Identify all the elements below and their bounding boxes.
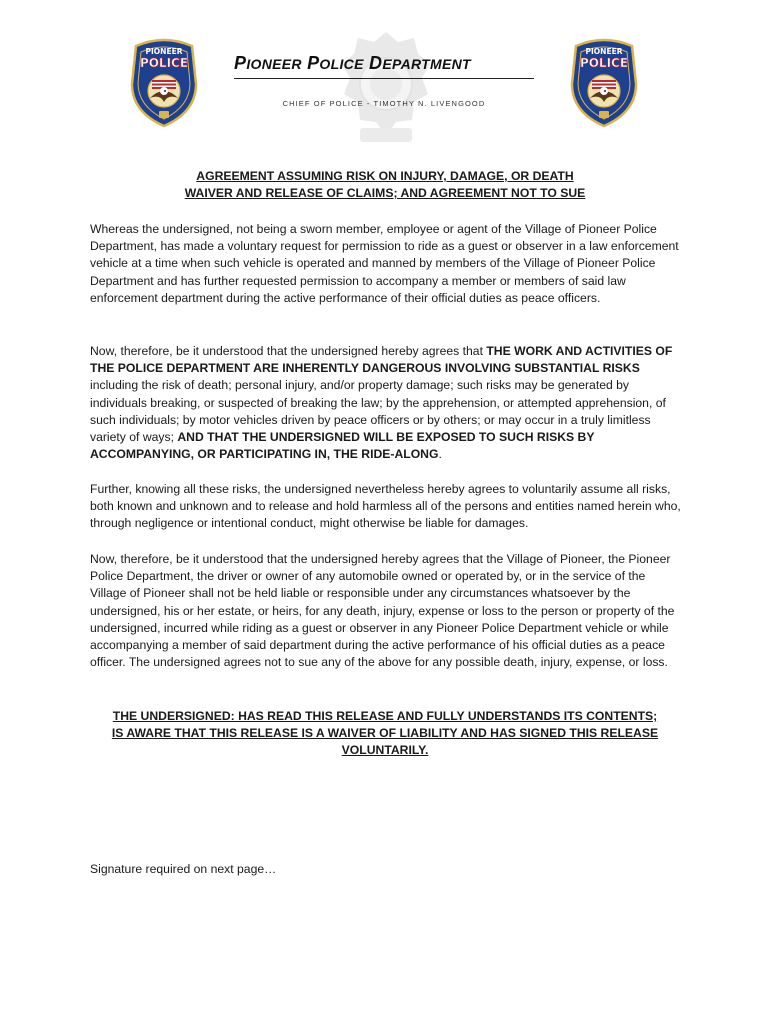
paragraph-risk-acknowledgement: [90, 343, 682, 463]
department-title: PIONEER POLICE DEPARTMENT: [234, 53, 471, 73]
acknowledgement-statement: THE UNDERSIGNED: HAS READ THIS RELEASE AND FULLY UNDERSTANDS ITS CONTENTS; IS AWARE THAT THIS RELEASE IS A WAIVER OF LIABILITY AND HAS SIGNED THIS RELEASE VOLUNTARILY.: [111, 709, 659, 758]
p2-bold-b: AND THAT THE UNDERSIGNED WILL BE EXPOSED TO SUCH RISKS BY ACCOMPANYING, OR PARTICIPATING IN, THE RIDE-ALONG: [90, 430, 595, 462]
letterhead: [0, 28, 770, 158]
p2-text-a: Now, therefore, be it understood that the undersigned hereby agrees that: [90, 344, 487, 358]
svg-text:POLICE: POLICE: [139, 56, 189, 70]
p2-text-b: including the risk of death; personal injury, and/or property damage; such risks may be generated by individuals breaking, or suspected of breaking the law; by the apprehension, or attempted apprehension, of such individuals; by motor vehicles driven by peace officers or by others; or may occur in a truly limitless variety of ways;: [90, 378, 666, 445]
svg-text:PIONEER: PIONEER: [585, 47, 623, 56]
svg-text:POLICE: POLICE: [579, 56, 629, 70]
paragraph-whereas: Whereas the undersigned, not being a sworn member, employee or agent of the Village of Pioneer Police Department, has made a voluntary request for permission to ride as a guest or observer in a law enforcement vehicle at a time when such vehicle is operated and manned by members of the Village of Pioneer Police Department and has further requested permission to accompany a member or members of said law enforcement department during the active performance of their official duties as peace officers.: [90, 222, 679, 305]
badge-watermark-icon: [338, 28, 434, 153]
p2-bold-a: THE WORK AND ACTIVITIES OF THE POLICE DEPARTMENT ARE INHERENTLY DANGEROUS INVOLVING SUBSTANTIAL RISKS: [90, 344, 673, 376]
p2-text-c: .: [438, 447, 442, 462]
paragraph-assume-risks: Further, knowing all these risks, the undersigned nevertheless hereby agrees to voluntarily assume all risks, both known and unknown and to release and hold harmless all of the persons and entities named herein who, through negligence or intentional conduct, might otherwise be liable for damages.: [90, 482, 681, 531]
paragraph-release-liability: Now, therefore, be it understood that the undersigned hereby agrees that the Village of Pioneer, the Pioneer Police Department, the driver or owner of any automobile owned or operated by, or in the service of the Village of Pioneer shall not be held liable or responsible under any circumstances whatsoever by the undersigned, his or her estate, or heirs, for any death, injury, expense or loss to the person or property of the undersigned, incurred while riding as a guest or observer in any Pioneer Police Department vehicle or while accompanying a member of said department during the active performance of his official duties as a peace officer. The undersigned agrees not to sue any of the above for any possible death, injury, expense, or loss.: [90, 552, 675, 670]
heading-line-2: WAIVER AND RELEASE OF CLAIMS; AND AGREEMENT NOT TO SUE: [184, 186, 586, 200]
police-patch-right-icon: [568, 36, 640, 128]
title-underline: [234, 78, 534, 79]
heading-line-1: AGREEMENT ASSUMING RISK ON INJURY, DAMAGE, OR DEATH: [196, 169, 574, 183]
agreement-heading: [90, 168, 680, 202]
police-patch-left-icon: [128, 36, 200, 128]
chief-of-police-line: CHIEF OF POLICE - TIMOTHY N. LIVENGOOD: [282, 99, 486, 108]
signature-note: Signature required on next page…: [90, 862, 277, 876]
svg-text:PIONEER: PIONEER: [145, 47, 183, 56]
